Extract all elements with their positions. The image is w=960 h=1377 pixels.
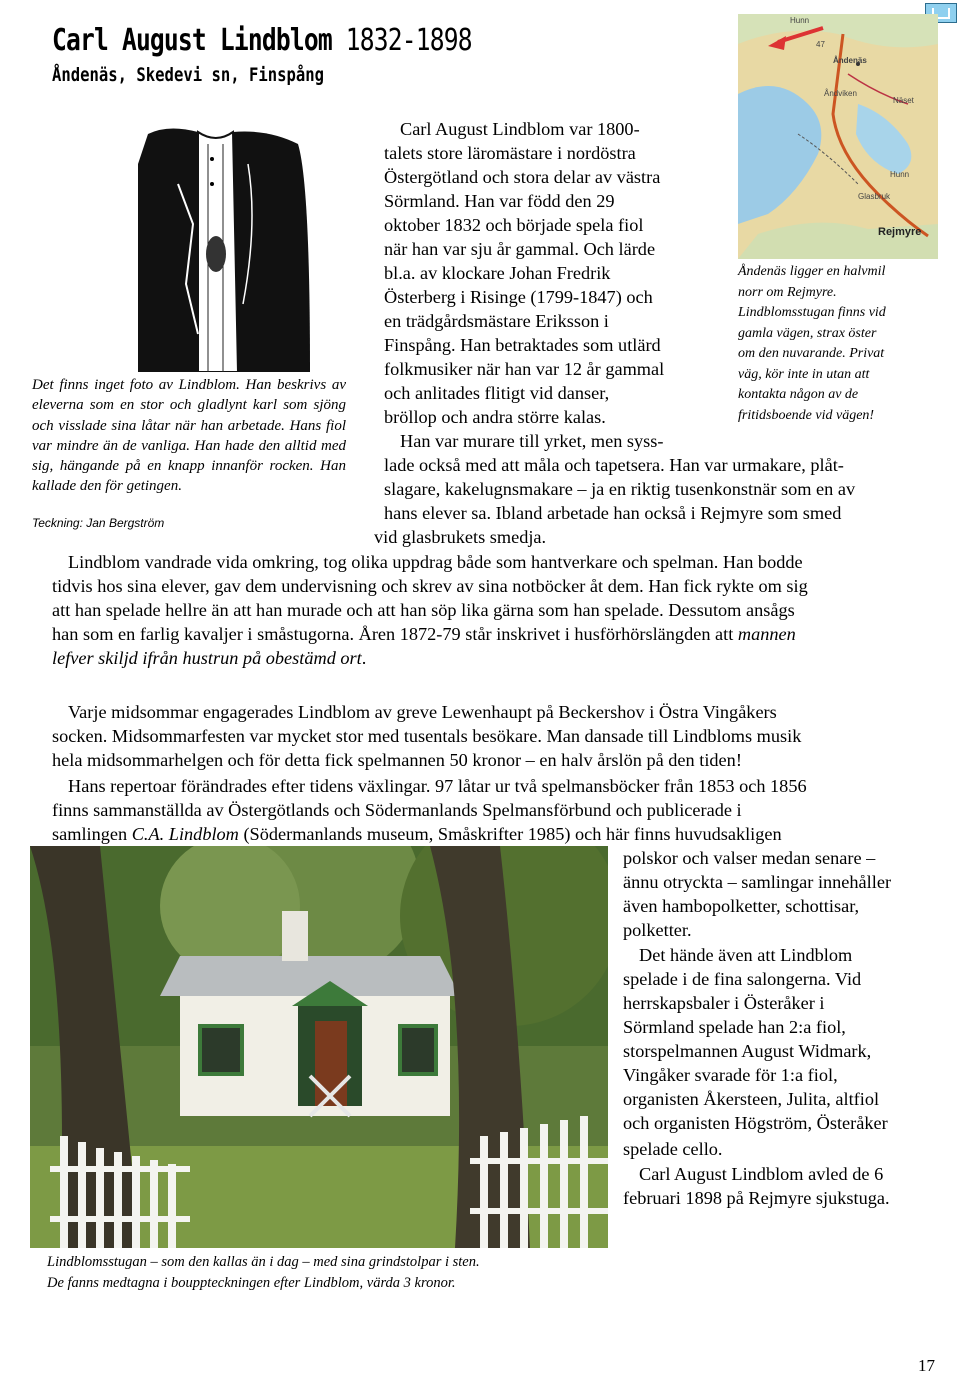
text-line bbox=[52, 822, 782, 846]
text-line: Han var murare till yrket, men syss- bbox=[400, 431, 664, 451]
text-line: vid glasbrukets smedja. bbox=[374, 527, 547, 547]
map-label: Hunn bbox=[790, 16, 810, 25]
text-line: Österberg i Risinge (1799-1847) och bbox=[384, 287, 653, 307]
text-line: hela midsommarhelgen och för detta fick spelmannen 50 kronor – en halv årslön på den tiden! bbox=[52, 750, 742, 770]
map-label: Näset bbox=[893, 96, 914, 105]
map-label: Rejmyre bbox=[878, 226, 922, 238]
text-line: Finspång. Han betraktades som utlärd bbox=[384, 335, 661, 355]
text-italic: lefver skiljd ifrån hustrun på obestämd ort bbox=[52, 648, 362, 668]
text-line: tidvis hos sina elever, gav dem undervisning och skrev av sina notböcker åt dem. Han fick rykte om sig bbox=[52, 576, 808, 596]
portrait-caption: Det finns inget foto av Lindblom. Han beskrivs av eleverna som en stor och gladlynt karl som sjöng och visslade sina låtar när han arbetade. Hans fiol var mindre än de vanliga. Han hade den alltid med sig, hängande på en knapp innanför rocken. Han kallade den för getingen. bbox=[32, 377, 346, 495]
map-caption bbox=[738, 262, 938, 426]
map-label: Åndviken bbox=[824, 89, 857, 98]
text-line: Varje midsommar engagerades Lindblom av greve Lewenhaupt på Beckershov i Östra Vingåkers bbox=[68, 702, 777, 722]
title-name: Carl August Lindblom bbox=[52, 23, 332, 58]
text-line: polketter. bbox=[623, 920, 692, 940]
map-label: Glasbruk bbox=[858, 192, 891, 201]
text-line: spelade i de fina salongerna. Vid bbox=[623, 969, 862, 989]
cottage-graphic bbox=[30, 846, 608, 1248]
text-line: talets store läromästare i nordöstra bbox=[384, 143, 636, 163]
text-line: slagare, kakelugnsmakare – ja en riktig tusenkonstnär som en av bbox=[384, 479, 856, 499]
map-caption-line: om den nuvarande. Privat bbox=[738, 346, 885, 361]
text-italic: mannen bbox=[737, 624, 796, 644]
text-line: när han var sju år gammal. Och lärde bbox=[384, 239, 656, 259]
text-segment: han som en farlig kavaljer i småstugorna. Åren 1872-79 står inskrivet i husförhörslängden att bbox=[52, 624, 734, 644]
text-line: även hambopolketter, schottisar, bbox=[623, 896, 860, 916]
text-line: finns sammanställda av Östergötlands och Södermanlands Spelmansförbund och publicerade i bbox=[52, 800, 742, 820]
portrait-credit: Teckning: Jan Bergström bbox=[32, 516, 165, 530]
text-line: Sörmland spelade han 2:a fiol, bbox=[623, 1017, 846, 1037]
text-line: lade också med att måla och tapetsera. Han var urmakare, plåt- bbox=[384, 455, 844, 475]
map-caption-line: gamla vägen, strax öster bbox=[738, 325, 877, 341]
portrait-graphic bbox=[138, 104, 310, 372]
page-subtitle: Åndenäs, Skedevi sn, Finspång bbox=[52, 64, 325, 86]
text-line bbox=[52, 622, 796, 646]
text-line: Sörmland. Han var född den 29 bbox=[384, 191, 615, 211]
map-image bbox=[738, 14, 938, 259]
text-line: ännu otryckta – samlingar innehåller bbox=[623, 872, 892, 892]
text-line: lefver skiljd ifrån hustrun på obestämd ort. bbox=[52, 648, 367, 668]
text-line: och anlitades flitigt vid danser, bbox=[384, 383, 610, 403]
text-italic: C.A. Lindblom bbox=[131, 824, 239, 844]
text-line: Vingåker svarade för 1:a fiol, bbox=[623, 1065, 838, 1085]
text-line: hans elever sa. Ibland arbetade han också i Rejmyre som smed bbox=[384, 503, 842, 523]
text-line: bl.a. av klockare Johan Fredrik bbox=[384, 263, 611, 283]
title-years: 1832-1898 bbox=[345, 23, 472, 58]
page-title bbox=[52, 22, 472, 60]
map-caption-line: Åndenäs ligger en halvmil bbox=[738, 264, 886, 279]
text-line: att han spelade hellre än att han murade och att han söp lika gärna som han spelade. Dessutom ansågs bbox=[52, 600, 795, 620]
map-caption-line: fritidsboende vid vägen! bbox=[738, 407, 875, 423]
portrait-drawing bbox=[138, 104, 310, 372]
text-line: Carl August Lindblom var 1800- bbox=[400, 119, 640, 139]
text-line: folkmusiker när han var 12 år gammal bbox=[384, 359, 665, 379]
map-graphic bbox=[738, 14, 938, 259]
text-line: socken. Midsommarfesten var mycket stor med tusentals besökare. Man dansade till Lindbloms musik bbox=[52, 726, 802, 746]
text-segment: samlingen bbox=[52, 824, 132, 844]
map-label: Hunn bbox=[890, 170, 910, 179]
photo-caption bbox=[47, 1252, 480, 1294]
text-line: organisten Åkersteen, Julita, altfiol bbox=[623, 1089, 880, 1109]
text-line: herrskapsbaler i Österåker i bbox=[623, 993, 825, 1013]
map-label: Åndenäs bbox=[833, 56, 867, 65]
text-line: februari 1898 på Rejmyre sjukstuga. bbox=[623, 1188, 890, 1208]
text-line: polskor och valser medan senare – bbox=[623, 848, 876, 868]
cottage-photo bbox=[30, 846, 608, 1248]
text-line: storspelmannen August Widmark, bbox=[623, 1041, 872, 1061]
text-line: Lindblom vandrade vida omkring, tog olika uppdrag både som hantverkare och spelman. Han bodde bbox=[68, 552, 803, 572]
text-line: oktober 1832 och började spela fiol bbox=[384, 215, 644, 235]
map-caption-line: väg, kör inte in utan att bbox=[738, 366, 870, 382]
text-segment: (Södermanlands museum, Småskrifter 1985) och här finns huvudsakligen bbox=[238, 824, 782, 844]
text-line: Hans repertoar förändrades efter tidens växlingar. 97 låtar ur två spelmansböcker från 1853 och 1856 bbox=[68, 776, 807, 796]
text-line: Det hände även att Lindblom bbox=[639, 945, 853, 965]
text-line: Östergötland och stora delar av västra bbox=[384, 167, 661, 187]
text-line: Carl August Lindblom avled de 6 bbox=[639, 1164, 884, 1184]
map-caption-line: norr om Rejmyre. bbox=[738, 284, 837, 300]
text-line: bröllop och andra större kalas. bbox=[384, 407, 606, 427]
map-caption-line: Lindblomsstugan finns vid bbox=[738, 305, 886, 320]
photo-caption-line: Lindblomsstugan – som den kallas än i dag – med sina grindstolpar i sten. bbox=[47, 1254, 480, 1270]
photo-caption-line: De fanns medtagna i bouppteckningen efter Lindblom, värda 3 kronor. bbox=[47, 1275, 456, 1291]
page-number: 17 bbox=[918, 1356, 935, 1375]
text-line: och organisten Högström, Österåker bbox=[623, 1113, 888, 1133]
text-line: en trädgårdsmästare Eriksson i bbox=[384, 311, 609, 331]
map-caption-line: kontakta någon av de bbox=[738, 387, 859, 402]
text-line: spelade cello. bbox=[623, 1139, 723, 1159]
map-label: 47 bbox=[816, 40, 825, 49]
